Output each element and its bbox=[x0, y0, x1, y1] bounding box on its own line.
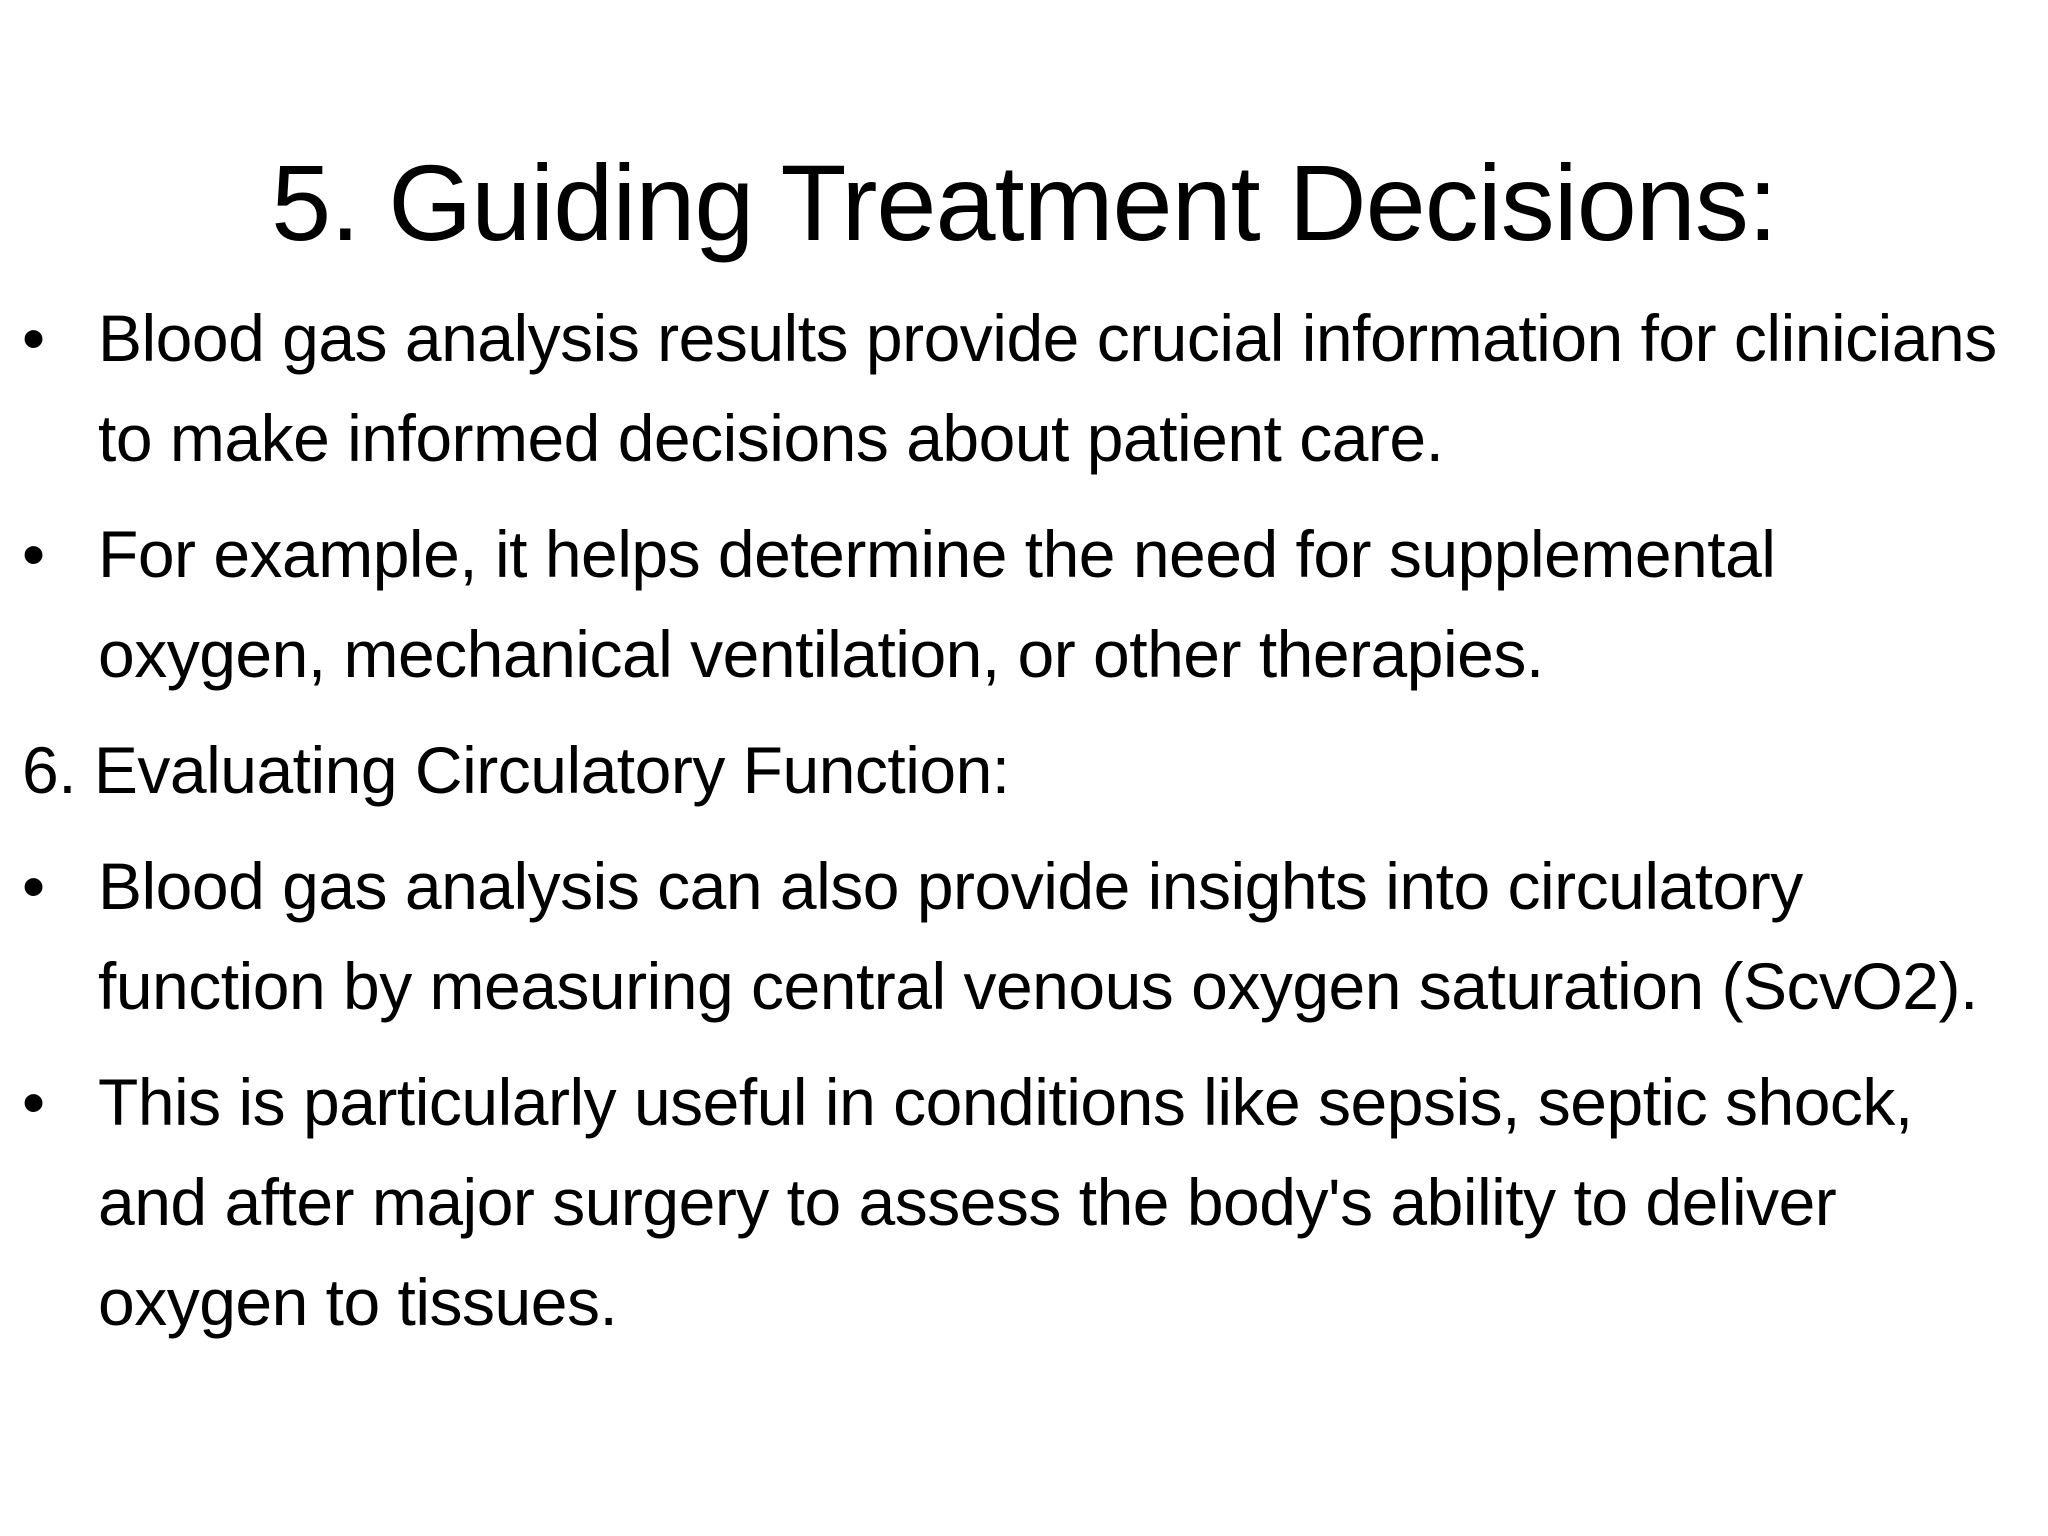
bullet-text: Blood gas analysis results provide crucial information for clinicians to make informed decisions about patient care. bbox=[98, 301, 1997, 475]
bullet-icon: • bbox=[22, 1065, 45, 1139]
bullet-item bbox=[22, 504, 2012, 704]
bullet-text: This is particularly useful in conditions like sepsis, septic shock, and after major surgery to assess the body's ability to deliver oxygen to tissues. bbox=[98, 1065, 1913, 1339]
bullet-icon: • bbox=[22, 849, 45, 923]
bullet-text: Blood gas analysis can also provide insights into circulatory function by measuring central venous oxygen saturation (ScvO2). bbox=[98, 849, 1978, 1023]
bullet-item bbox=[22, 288, 2012, 488]
section-heading: 6. Evaluating Circulatory Function: bbox=[22, 733, 1010, 807]
bullet-text: For example, it helps determine the need for supplemental oxygen, mechanical ventilation, or other therapies. bbox=[98, 517, 1776, 691]
slide-title: 5. Guiding Treatment Decisions: bbox=[271, 142, 1777, 263]
bullet-item bbox=[22, 1052, 2012, 1352]
slide-content bbox=[22, 288, 2012, 1368]
bullet-icon: • bbox=[22, 517, 45, 591]
bullet-icon: • bbox=[22, 301, 45, 375]
bullet-item bbox=[22, 836, 2012, 1036]
